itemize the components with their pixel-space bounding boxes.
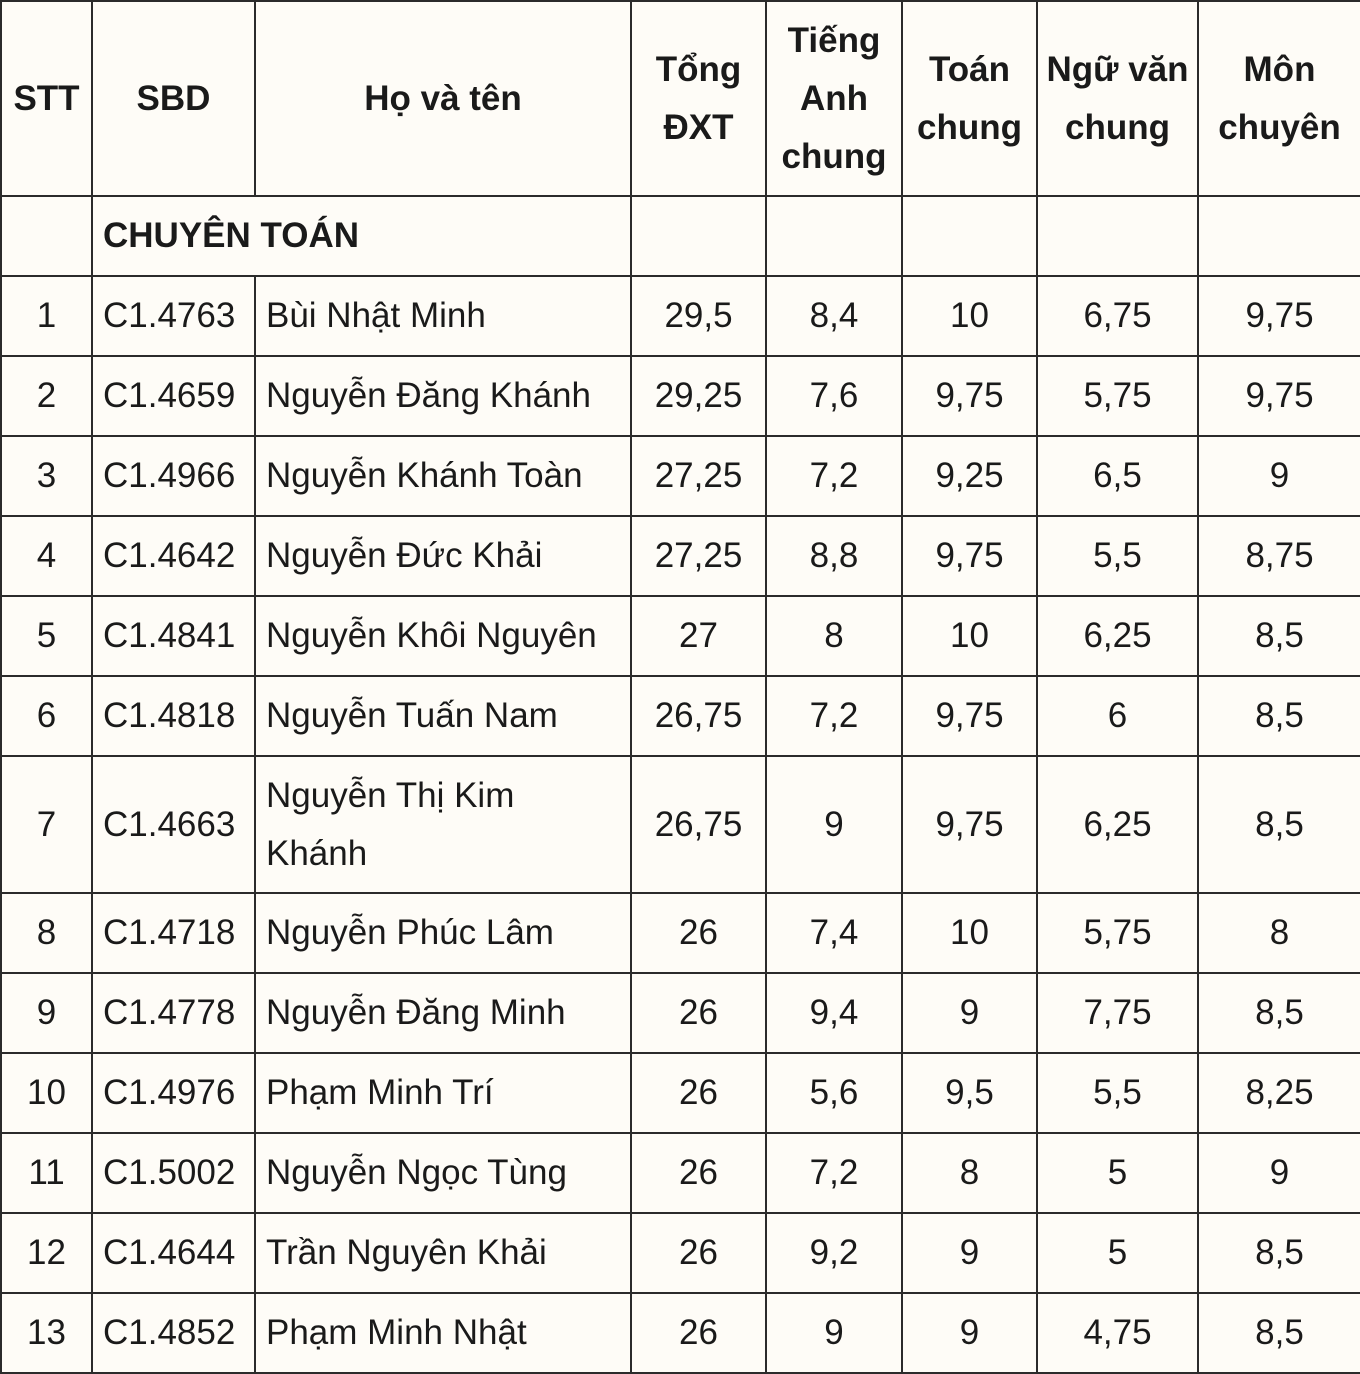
cell-stt: 8 — [1, 893, 92, 973]
cell-sbd: C1.4841 — [92, 596, 255, 676]
cell-specialty: 8,5 — [1198, 756, 1360, 893]
section-row — [1, 196, 1360, 276]
cell-specialty: 8,5 — [1198, 973, 1360, 1053]
header-literature: Ngữ văn chung — [1037, 1, 1198, 196]
cell-math: 9,75 — [902, 676, 1037, 756]
cell-name: Phạm Minh Trí — [255, 1053, 631, 1133]
cell-stt: 7 — [1, 756, 92, 893]
cell-specialty: 9 — [1198, 436, 1360, 516]
cell-literature: 5,75 — [1037, 893, 1198, 973]
cell-name: Nguyễn Ngọc Tùng — [255, 1133, 631, 1213]
header-specialty: Môn chuyên — [1198, 1, 1360, 196]
cell-total: 26 — [631, 1293, 766, 1373]
cell-math: 9 — [902, 1213, 1037, 1293]
cell-sbd: C1.4852 — [92, 1293, 255, 1373]
header-english: Tiếng Anh chung — [766, 1, 902, 196]
cell-sbd: C1.4663 — [92, 756, 255, 893]
cell-english: 8 — [766, 596, 902, 676]
cell-sbd: C1.4966 — [92, 436, 255, 516]
cell-sbd: C1.4644 — [92, 1213, 255, 1293]
cell-total: 27 — [631, 596, 766, 676]
section-empty-cell — [1198, 196, 1360, 276]
cell-literature: 6,25 — [1037, 756, 1198, 893]
cell-specialty: 8,5 — [1198, 1293, 1360, 1373]
header-math: Toán chung — [902, 1, 1037, 196]
cell-total: 26 — [631, 1133, 766, 1213]
cell-stt: 5 — [1, 596, 92, 676]
cell-name: Trần Nguyên Khải — [255, 1213, 631, 1293]
cell-total: 26,75 — [631, 756, 766, 893]
cell-math: 9 — [902, 1293, 1037, 1373]
header-name: Họ và tên — [255, 1, 631, 196]
cell-math: 9,5 — [902, 1053, 1037, 1133]
cell-english: 7,2 — [766, 1133, 902, 1213]
section-empty-cell — [1, 196, 92, 276]
cell-math: 10 — [902, 276, 1037, 356]
header-sbd: SBD — [92, 1, 255, 196]
cell-sbd: C1.4778 — [92, 973, 255, 1053]
cell-literature: 5,5 — [1037, 516, 1198, 596]
cell-name: Bùi Nhật Minh — [255, 276, 631, 356]
table-row — [1, 676, 1360, 756]
section-empty-cell — [631, 196, 766, 276]
cell-math: 8 — [902, 1133, 1037, 1213]
cell-literature: 5 — [1037, 1133, 1198, 1213]
table-row — [1, 436, 1360, 516]
cell-total: 26 — [631, 893, 766, 973]
table-row — [1, 756, 1360, 893]
cell-name: Nguyễn Đăng Khánh — [255, 356, 631, 436]
cell-specialty: 9,75 — [1198, 276, 1360, 356]
cell-math: 10 — [902, 596, 1037, 676]
cell-name: Phạm Minh Nhật — [255, 1293, 631, 1373]
section-empty-cell — [902, 196, 1037, 276]
cell-english: 9 — [766, 1293, 902, 1373]
cell-sbd: C1.5002 — [92, 1133, 255, 1213]
cell-sbd: C1.4659 — [92, 356, 255, 436]
cell-english: 9,4 — [766, 973, 902, 1053]
cell-math: 9,75 — [902, 516, 1037, 596]
cell-specialty: 8,25 — [1198, 1053, 1360, 1133]
cell-sbd: C1.4976 — [92, 1053, 255, 1133]
cell-math: 9,75 — [902, 756, 1037, 893]
cell-stt: 13 — [1, 1293, 92, 1373]
cell-literature: 5,5 — [1037, 1053, 1198, 1133]
cell-stt: 2 — [1, 356, 92, 436]
table-row — [1, 1133, 1360, 1213]
cell-total: 29,5 — [631, 276, 766, 356]
cell-english: 7,2 — [766, 436, 902, 516]
table-row — [1, 516, 1360, 596]
cell-literature: 6,75 — [1037, 276, 1198, 356]
cell-english: 5,6 — [766, 1053, 902, 1133]
cell-math: 10 — [902, 893, 1037, 973]
cell-english: 7,6 — [766, 356, 902, 436]
cell-literature: 4,75 — [1037, 1293, 1198, 1373]
cell-name: Nguyễn Đăng Minh — [255, 973, 631, 1053]
table-row — [1, 596, 1360, 676]
table-row — [1, 1293, 1360, 1373]
cell-name: Nguyễn Đức Khải — [255, 516, 631, 596]
cell-specialty: 9 — [1198, 1133, 1360, 1213]
cell-english: 8,8 — [766, 516, 902, 596]
cell-literature: 5 — [1037, 1213, 1198, 1293]
cell-math: 9,75 — [902, 356, 1037, 436]
table-row — [1, 1053, 1360, 1133]
section-empty-cell — [766, 196, 902, 276]
cell-specialty: 9,75 — [1198, 356, 1360, 436]
cell-literature: 6 — [1037, 676, 1198, 756]
cell-total: 27,25 — [631, 436, 766, 516]
cell-specialty: 8 — [1198, 893, 1360, 973]
cell-stt: 10 — [1, 1053, 92, 1133]
section-label: CHUYÊN TOÁN — [92, 196, 631, 276]
cell-stt: 3 — [1, 436, 92, 516]
cell-total: 26 — [631, 1213, 766, 1293]
cell-english: 9,2 — [766, 1213, 902, 1293]
cell-english: 8,4 — [766, 276, 902, 356]
header-row — [1, 1, 1360, 196]
cell-english: 9 — [766, 756, 902, 893]
cell-name: Nguyễn Khánh Toàn — [255, 436, 631, 516]
cell-specialty: 8,75 — [1198, 516, 1360, 596]
cell-sbd: C1.4718 — [92, 893, 255, 973]
cell-stt: 12 — [1, 1213, 92, 1293]
cell-sbd: C1.4763 — [92, 276, 255, 356]
cell-stt: 4 — [1, 516, 92, 596]
cell-name: Nguyễn Phúc Lâm — [255, 893, 631, 973]
cell-literature: 6,5 — [1037, 436, 1198, 516]
cell-total: 29,25 — [631, 356, 766, 436]
cell-stt: 11 — [1, 1133, 92, 1213]
cell-literature: 6,25 — [1037, 596, 1198, 676]
cell-math: 9,25 — [902, 436, 1037, 516]
cell-total: 27,25 — [631, 516, 766, 596]
cell-total: 26 — [631, 973, 766, 1053]
table-row — [1, 893, 1360, 973]
cell-specialty: 8,5 — [1198, 1213, 1360, 1293]
cell-name: Nguyễn Tuấn Nam — [255, 676, 631, 756]
cell-sbd: C1.4642 — [92, 516, 255, 596]
cell-stt: 1 — [1, 276, 92, 356]
cell-total: 26,75 — [631, 676, 766, 756]
cell-specialty: 8,5 — [1198, 596, 1360, 676]
cell-name: Nguyễn Thị Kim Khánh — [255, 756, 631, 893]
cell-literature: 7,75 — [1037, 973, 1198, 1053]
table-row — [1, 276, 1360, 356]
table-row — [1, 973, 1360, 1053]
cell-total: 26 — [631, 1053, 766, 1133]
section-empty-cell — [1037, 196, 1198, 276]
header-stt: STT — [1, 1, 92, 196]
cell-english: 7,4 — [766, 893, 902, 973]
cell-specialty: 8,5 — [1198, 676, 1360, 756]
cell-math: 9 — [902, 973, 1037, 1053]
cell-literature: 5,75 — [1037, 356, 1198, 436]
cell-stt: 9 — [1, 973, 92, 1053]
table-row — [1, 1213, 1360, 1293]
cell-english: 7,2 — [766, 676, 902, 756]
cell-stt: 6 — [1, 676, 92, 756]
header-total: Tổng ĐXT — [631, 1, 766, 196]
cell-name: Nguyễn Khôi Nguyên — [255, 596, 631, 676]
table-row — [1, 356, 1360, 436]
cell-sbd: C1.4818 — [92, 676, 255, 756]
